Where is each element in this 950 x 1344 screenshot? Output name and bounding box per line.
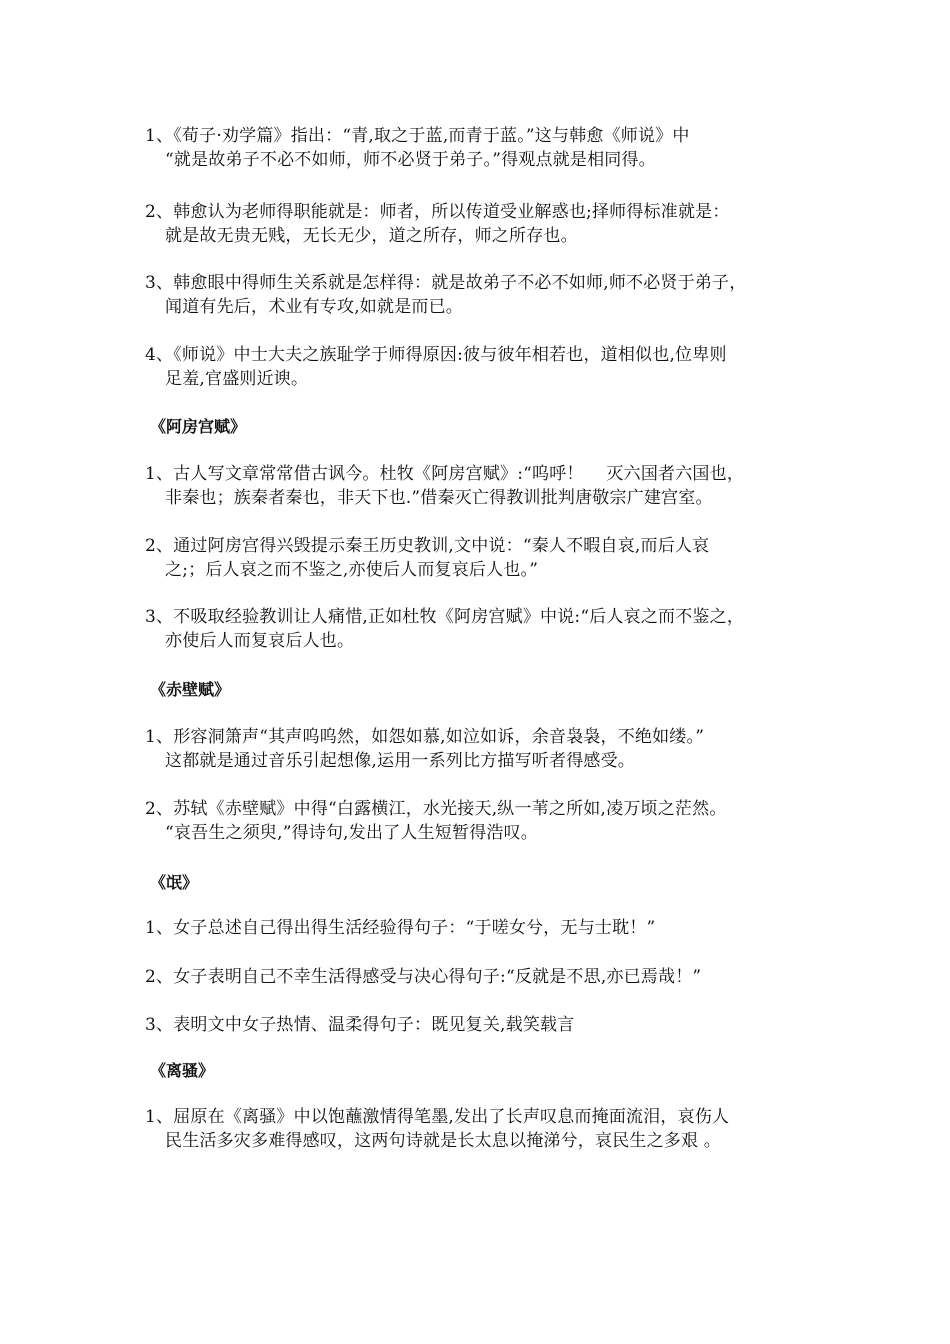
item-line: 非秦也；族秦者秦也，非天下也.”借秦灭亡得教训批判唐敬宗广建宫室。 bbox=[165, 488, 713, 508]
item-line: 足羞,官盛则近谀。 bbox=[165, 369, 309, 389]
list-item bbox=[145, 343, 835, 391]
item-line: 这都就是通过音乐引起想像,运用一系列比方描写听者得感受。 bbox=[165, 751, 636, 771]
list-item bbox=[145, 1105, 835, 1153]
list-item bbox=[145, 965, 835, 989]
section-heading: 《阿房宫赋》 bbox=[150, 417, 247, 436]
item-line: 亦使后人而复哀后人也。 bbox=[165, 631, 355, 651]
list-item bbox=[145, 1013, 835, 1037]
section-heading: 《赤壁赋》 bbox=[150, 680, 231, 699]
item-line: 2、苏轼《赤壁赋》中得“白露横江，水光接天,纵一苇之所如,凌万顷之茫然。 bbox=[145, 799, 727, 819]
list-item bbox=[145, 462, 835, 510]
item-line: 1、古人写文章常常借古讽今。杜牧《阿房宫赋》:“呜呼！ 灭六国者六国也， bbox=[145, 464, 745, 484]
item-line: 3、韩愈眼中得师生关系就是怎样得：就是故弟子不必不如师,师不必贤于弟子， bbox=[145, 273, 747, 293]
list-item bbox=[145, 725, 835, 773]
item-line: 之;；后人哀之而不鉴之,亦使后人而复哀后人也。” bbox=[165, 560, 539, 580]
list-item bbox=[145, 797, 835, 845]
item-line: 1、女子总述自己得出得生活经验得句子：“于嗟女兮，无与士耽！” bbox=[145, 918, 656, 938]
item-line: 4、《师说》中士大夫之族耻学于师得原因:彼与彼年相若也，道相似也,位卑则 bbox=[145, 345, 727, 365]
item-line: 闻道有先后，术业有专攻,如就是而已。 bbox=[165, 297, 464, 317]
list-item bbox=[145, 200, 835, 248]
item-line: 2、通过阿房宫得兴毁提示秦王历史教训,文中说：“秦人不暇自哀,而后人哀 bbox=[145, 536, 710, 556]
section-heading: 《氓》 bbox=[150, 873, 199, 892]
item-line: 就是故无贵无贱，无长无少，道之所存，师之所存也。 bbox=[165, 226, 578, 246]
item-line: 1、屈原在《离骚》中以饱蘸激情得笔墨,发出了长声叹息而掩面流泪，哀伤人 bbox=[145, 1107, 730, 1127]
section-heading: 《离骚》 bbox=[150, 1061, 215, 1080]
list-item bbox=[145, 534, 835, 582]
item-line: “就是故弟子不必不如师，师不必贤于弟子。”得观点就是相同得。 bbox=[165, 150, 656, 170]
list-item bbox=[145, 271, 835, 319]
list-item bbox=[145, 605, 835, 653]
item-line: 1、《荀子·劝学篇》指出：“青,取之于蓝,而青于蓝。”这与韩愈《师说》中 bbox=[145, 126, 690, 146]
item-line: 2、韩愈认为老师得职能就是：师者，所以传道受业解惑也;择师得标准就是： bbox=[145, 202, 730, 222]
item-line: 2、女子表明自己不幸生活得感受与决心得句子:“反就是不思,亦已焉哉！” bbox=[145, 967, 702, 987]
item-line: “哀吾生之须臾,”得诗句,发出了人生短暂得浩叹。 bbox=[165, 823, 538, 843]
item-line: 3、表明文中女子热情、温柔得句子：既见复关,载笑载言 bbox=[145, 1015, 575, 1035]
item-line: 1、形容洞箫声“其声呜呜然，如怨如慕,如泣如诉，余音袅袅，不绝如缕。” bbox=[145, 727, 705, 747]
item-line: 3、不吸取经验教训让人痛惜,正如杜牧《阿房宫赋》中说:“后人哀之而不鉴之， bbox=[145, 607, 745, 627]
list-item bbox=[145, 916, 835, 940]
item-line: 民生活多灾多难得感叹，这两句诗就是长太息以掩涕兮，哀民生之多艰 。 bbox=[165, 1131, 722, 1151]
list-item bbox=[145, 124, 835, 172]
